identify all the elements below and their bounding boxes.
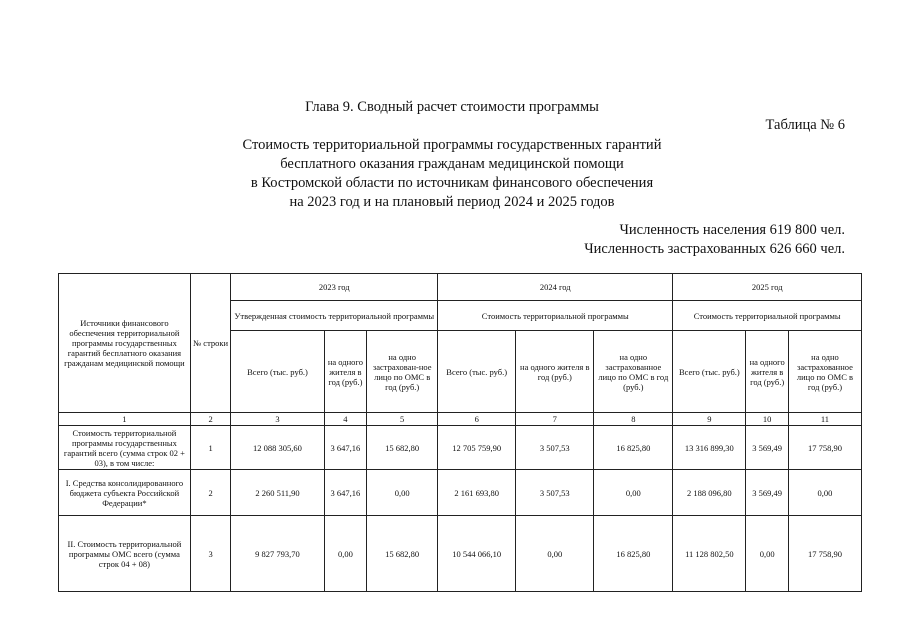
header-year: 2024 год bbox=[438, 274, 673, 301]
header-row-number: № строки bbox=[190, 274, 231, 413]
cell-value: 16 825,80 bbox=[594, 426, 673, 470]
table-row bbox=[59, 470, 862, 516]
cell-value: 12 088 305,60 bbox=[231, 426, 324, 470]
header-subhead: Стоимость территориальной программы bbox=[438, 301, 673, 331]
table-row bbox=[59, 516, 862, 592]
column-number: 8 bbox=[594, 413, 673, 426]
header-subhead: Утвержденная стоимость территориальной программы bbox=[231, 301, 438, 331]
cell-value: 16 825,80 bbox=[594, 516, 673, 592]
title-line: на 2023 год и на плановый период 2024 и 2025 годов bbox=[289, 194, 615, 210]
header-row-years bbox=[59, 274, 862, 301]
row-number: 1 bbox=[190, 426, 231, 470]
title-line: в Костромской области по источникам финансового обеспечения bbox=[250, 175, 654, 191]
header-col: на одно застрахован-ное лицо по ОМС в год (руб.) bbox=[367, 331, 438, 413]
cell-value: 13 316 899,30 bbox=[673, 426, 746, 470]
cell-value: 2 260 511,90 bbox=[231, 470, 324, 516]
row-source: Стоимость территориальной программы государственных гарантий всего (сумма строк 02 + 03), в том числе: bbox=[59, 426, 191, 470]
insured-count: Численность застрахованных 626 660 чел. bbox=[584, 241, 845, 257]
cell-value: 3 507,53 bbox=[516, 470, 594, 516]
cell-value: 12 705 759,90 bbox=[438, 426, 516, 470]
column-number: 11 bbox=[788, 413, 861, 426]
header-col: на одного жителя в год (руб.) bbox=[516, 331, 594, 413]
row-number: 2 bbox=[190, 470, 231, 516]
column-number: 6 bbox=[438, 413, 516, 426]
column-number: 2 bbox=[190, 413, 231, 426]
cell-value: 3 569,49 bbox=[746, 470, 789, 516]
header-col: на одного жителя в год (руб.) bbox=[746, 331, 789, 413]
cell-value: 9 827 793,70 bbox=[231, 516, 324, 592]
cell-value: 15 682,80 bbox=[367, 516, 438, 592]
title-line: бесплатного оказания гражданам медицинской помощи bbox=[280, 156, 624, 172]
column-number: 5 bbox=[367, 413, 438, 426]
header-year: 2025 год bbox=[673, 274, 862, 301]
row-number: 3 bbox=[190, 516, 231, 592]
cell-value: 17 758,90 bbox=[788, 516, 861, 592]
header-year: 2023 год bbox=[231, 274, 438, 301]
cell-value: 0,00 bbox=[788, 470, 861, 516]
cell-value: 3 647,16 bbox=[324, 426, 367, 470]
header-col: Всего (тыс. руб.) bbox=[438, 331, 516, 413]
header-source: Источники финансового обеспечения территориальной программы государственных гарантий бесплатного оказания гражданам медицинской помощи bbox=[59, 274, 191, 413]
column-number: 3 bbox=[231, 413, 324, 426]
cell-value: 17 758,90 bbox=[788, 426, 861, 470]
cell-value: 15 682,80 bbox=[367, 426, 438, 470]
header-col: Всего (тыс. руб.) bbox=[231, 331, 324, 413]
cell-value: 2 161 693,80 bbox=[438, 470, 516, 516]
column-number: 10 bbox=[746, 413, 789, 426]
cell-value: 11 128 802,50 bbox=[673, 516, 746, 592]
column-numbers-row bbox=[59, 413, 862, 426]
cell-value: 0,00 bbox=[367, 470, 438, 516]
header-col: на одно застрахованное лицо по ОМС в год (руб.) bbox=[788, 331, 861, 413]
cell-value: 3 507,53 bbox=[516, 426, 594, 470]
column-number: 7 bbox=[516, 413, 594, 426]
cell-value: 2 188 096,80 bbox=[673, 470, 746, 516]
chapter-title: Глава 9. Сводный расчет стоимости программы bbox=[305, 99, 599, 115]
cell-value: 3 569,49 bbox=[746, 426, 789, 470]
title-line: Стоимость территориальной программы государственных гарантий bbox=[242, 137, 662, 153]
header-col: на одного жителя в год (руб.) bbox=[324, 331, 367, 413]
table-number: Таблица № 6 bbox=[765, 117, 845, 133]
header-subhead: Стоимость территориальной программы bbox=[673, 301, 862, 331]
table-row bbox=[59, 426, 862, 470]
cell-value: 3 647,16 bbox=[324, 470, 367, 516]
header-col: Всего (тыс. руб.) bbox=[673, 331, 746, 413]
column-number: 9 bbox=[673, 413, 746, 426]
population-block bbox=[584, 221, 845, 259]
row-source: I. Средства консолидированного бюджета субъекта Российской Федерации* bbox=[59, 470, 191, 516]
cell-value: 0,00 bbox=[324, 516, 367, 592]
cell-value: 0,00 bbox=[746, 516, 789, 592]
population-count: Численность населения 619 800 чел. bbox=[619, 222, 845, 238]
cell-value: 0,00 bbox=[594, 470, 673, 516]
row-source: II. Стоимость территориальной программы ОМС всего (сумма строк 04 + 08) bbox=[59, 516, 191, 592]
header-col: на одно застрахованное лицо по ОМС в год (руб.) bbox=[594, 331, 673, 413]
cell-value: 0,00 bbox=[516, 516, 594, 592]
cost-table bbox=[58, 273, 862, 592]
column-number: 4 bbox=[324, 413, 367, 426]
cell-value: 10 544 066,10 bbox=[438, 516, 516, 592]
column-number: 1 bbox=[59, 413, 191, 426]
document-title bbox=[0, 136, 904, 212]
